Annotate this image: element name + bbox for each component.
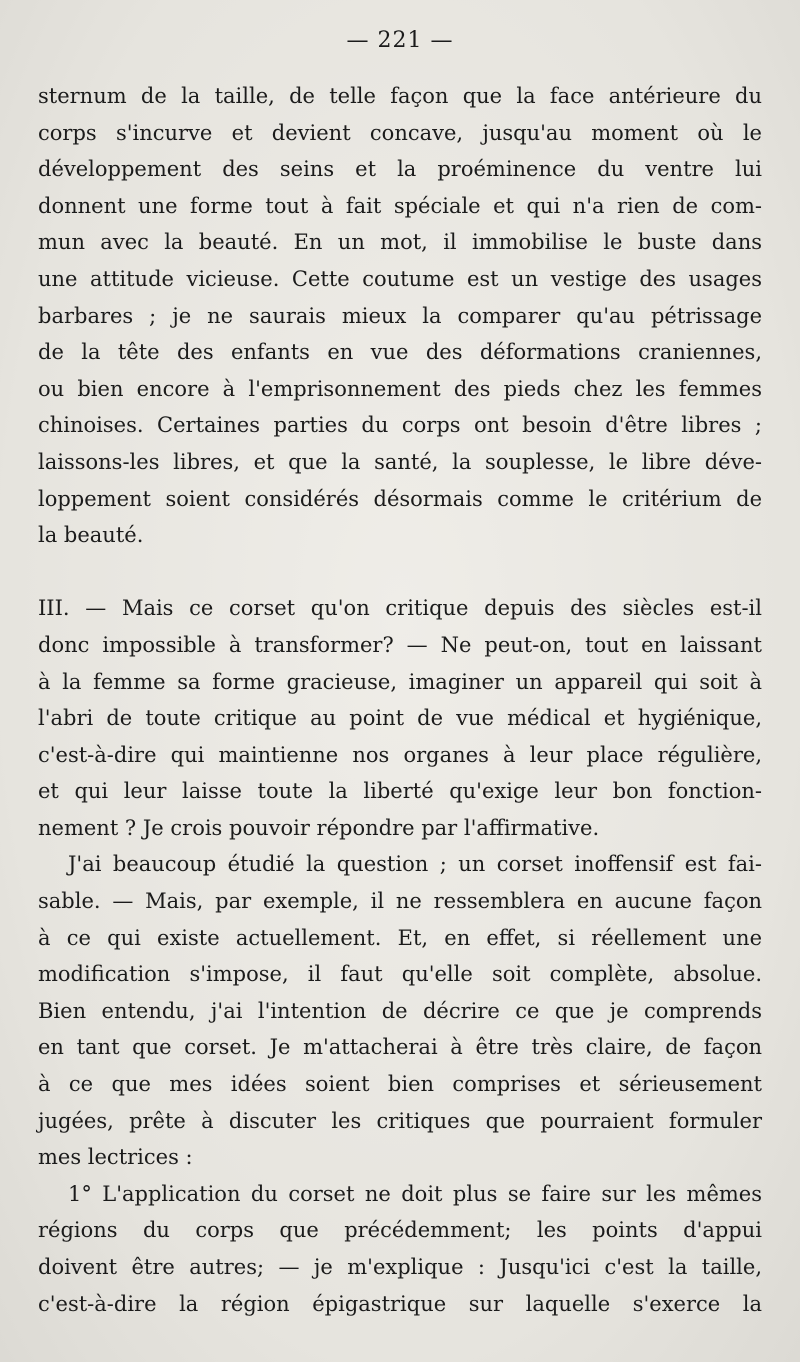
text-line: jugées, prête à discuter les critiques que pourraient formuler <box>38 1108 762 1133</box>
text-line: doivent être autres; — je m'explique : Jusqu'ici c'est la taille, <box>38 1255 762 1279</box>
text-line: sable. — Mais, par exemple, il ne ressemblera en aucune façon <box>38 889 762 914</box>
text-line: régions du corps que précédemment; les points d'appui <box>38 1218 762 1243</box>
text-line: laissons-les libres, et que la santé, la souplesse, le libre déve- <box>38 449 762 474</box>
section-gap <box>38 554 762 591</box>
text-line: à la femme sa forme gracieuse, imaginer un appareil qui soit à <box>38 669 762 694</box>
text-line: l'abri de toute critique au point de vue médical et hygiénique, <box>38 706 762 731</box>
text-line: en tant que corset. Je m'attacherai à être très claire, de façon <box>38 1035 762 1060</box>
page-number: — 221 — <box>346 28 454 53</box>
text-line: 1° L'application du corset ne doit plus se faire sur les mêmes <box>68 1181 762 1206</box>
text-line: donnent une forme tout à fait spéciale et qui n'a rien de com- <box>38 193 762 218</box>
text-line: de la tête des enfants en vue des déformations craniennes, <box>38 340 762 365</box>
text-line: sternum de la taille, de telle façon que la face antérieure du <box>38 84 762 108</box>
text-line: mun avec la beauté. En un mot, il immobilise le buste dans <box>38 230 762 255</box>
text-line: la beauté. <box>38 523 144 548</box>
text-line: donc impossible à transformer? — Ne peut-on, tout en laissant <box>38 632 762 657</box>
text-line: chinoises. Certaines parties du corps ont besoin d'être libres ; <box>38 413 762 438</box>
text-line: loppement soient considérés désormais comme le critérium de <box>38 486 762 511</box>
text-line: à ce que mes idées soient bien comprises et sérieusement <box>38 1072 762 1097</box>
body-text <box>38 78 762 1322</box>
paragraph-3 <box>38 846 762 1175</box>
text-line: nement ? Je crois pouvoir répondre par l'affirmative. <box>38 815 600 840</box>
text-line: c'est-à-dire la région épigastrique sur laquelle s'exerce la <box>38 1291 762 1316</box>
paragraph-2 <box>38 590 762 846</box>
text-line: corps s'incurve et devient concave, jusqu'au moment où le <box>38 120 762 145</box>
text-line: mes lectrices : <box>38 1145 193 1170</box>
paragraph-4 <box>38 1176 762 1322</box>
text-line: ou bien encore à l'emprisonnement des pieds chez les femmes <box>38 376 762 401</box>
text-line: et qui leur laisse toute la liberté qu'exige leur bon fonction- <box>38 779 762 804</box>
text-line: développement des seins et la proéminence du ventre lui <box>38 157 762 182</box>
text-line: c'est-à-dire qui maintienne nos organes à leur place régulière, <box>38 742 762 767</box>
text-line: à ce qui existe actuellement. Et, en effet, si réellement une <box>38 925 762 950</box>
paragraph-1 <box>38 78 762 554</box>
text-line: III. — Mais ce corset qu'on critique depuis des siècles est-il <box>38 596 762 621</box>
text-line: barbares ; je ne saurais mieux la comparer qu'au pétrissage <box>38 303 762 328</box>
text-line: une attitude vicieuse. Cette coutume est un vestige des usages <box>38 266 762 291</box>
text-line: Bien entendu, j'ai l'intention de décrire ce que je comprends <box>38 998 762 1023</box>
text-line: J'ai beaucoup étudié la question ; un corset inoffensif est fai- <box>68 852 762 877</box>
text-line: modification s'impose, il faut qu'elle soit complète, absolue. <box>38 962 762 987</box>
